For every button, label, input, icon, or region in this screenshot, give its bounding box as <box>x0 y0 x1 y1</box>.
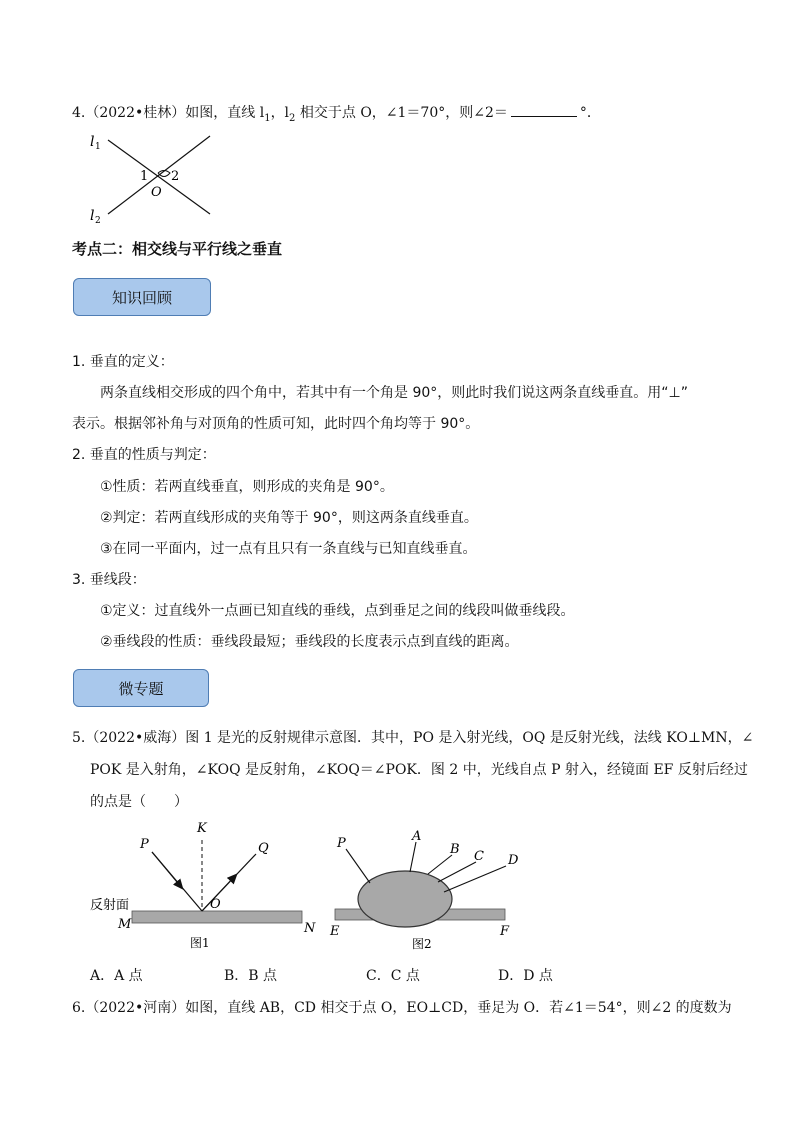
question-number: 6. <box>72 1000 86 1016</box>
subscript: 1 <box>264 112 271 124</box>
question-5-line1 <box>72 728 753 748</box>
label-a: A <box>412 829 422 844</box>
question-6 <box>72 998 732 1018</box>
item-2-title: 2. 垂直的性质与判定： <box>72 447 216 463</box>
option-b[interactable]: B．B 点 <box>224 968 278 984</box>
question-5-line3: 的点是（ ） <box>90 794 188 810</box>
label-c: C <box>474 849 484 864</box>
item-3-property: ②垂线段的性质：垂线段最短；垂线段的长度表示点到直线的距离。 <box>100 634 519 650</box>
question-4 <box>72 102 601 129</box>
question-number: 4. <box>72 105 86 121</box>
item-2-uniqueness: ③在同一平面内，过一点有且只有一条直线与已知直线垂直。 <box>100 541 477 557</box>
question-number: 5. <box>72 730 86 746</box>
label-f: F <box>500 924 510 939</box>
option-c[interactable]: C．C 点 <box>366 968 420 984</box>
item-3-definition: ①定义：过直线外一点画已知直线的垂线，点到垂足之间的线段叫做垂线段。 <box>100 603 575 619</box>
section-heading: 考点二：相交线与平行线之垂直 <box>72 240 283 258</box>
label-k: K <box>197 821 207 836</box>
question-text: 图 1 是光的反射规律示意图．其中，PO 是入射光线，OQ 是反射光线，法线 KO⊥MN，∠ <box>185 730 754 746</box>
question-text-a: 如图，直线 l <box>185 105 265 121</box>
question-text-c: 相交于点 O，∠1＝70°，则∠2＝ <box>295 105 508 121</box>
question-source: （2022•桂林） <box>85 105 186 121</box>
question-5-line2: POK 是入射角，∠KOQ 是反射角，∠KOQ＝∠POK．图 2 中，光线自点 P 射入，经镜面 EF 反射后经过 <box>90 762 748 778</box>
reflection-figure-1 <box>86 812 326 960</box>
question-text: 如图，直线 AB，CD 相交于点 O，EO⊥CD，垂足为 O．若∠1＝54°，则∠2 的度数为 <box>185 1000 732 1016</box>
answer-blank[interactable] <box>511 102 577 117</box>
item-3-title: 3. 垂线段： <box>72 572 146 588</box>
item-1-line2: 表示。根据邻补角与对顶角的性质可知，此时四个角均等于 90°。 <box>72 416 480 432</box>
question-source: （2022•威海） <box>85 730 186 746</box>
label-l1: l <box>90 134 95 150</box>
subscript: 2 <box>289 112 296 124</box>
figure-2-caption: 图2 <box>412 937 432 951</box>
label-mirror: 反射面 <box>90 898 130 913</box>
item-2-property: ①性质：若两直线垂直，则形成的夹角是 90°。 <box>100 479 394 495</box>
ray-p <box>346 849 370 883</box>
ray-c <box>438 862 476 882</box>
mirror-mn <box>132 911 302 923</box>
label-angle-2: 2 <box>171 169 180 184</box>
label-p: P <box>140 837 149 852</box>
label-l2-sub: 2 <box>95 216 101 226</box>
label-angle-1: 1 <box>140 169 149 184</box>
reflection-figure-2 <box>326 822 526 960</box>
label-l1-sub: 1 <box>95 142 101 152</box>
option-a[interactable]: A．A 点 <box>90 968 143 984</box>
label-m: M <box>118 917 132 932</box>
label-l2: l <box>90 208 95 224</box>
label-d: D <box>508 853 519 868</box>
question-text-b: ，l <box>270 105 290 121</box>
item-1-title: 1. 垂直的定义： <box>72 354 174 370</box>
item-1-line1: 两条直线相交形成的四个角中，若其中有一个角是 90°，则此时我们说这两条直线垂直。用“⊥” <box>100 385 688 401</box>
label-o: O <box>210 897 221 912</box>
ray-a <box>410 842 416 872</box>
label-b: B <box>450 842 460 857</box>
label-point-o: O <box>151 185 162 200</box>
option-d[interactable]: D．D 点 <box>498 968 553 984</box>
label-e: E <box>330 924 340 939</box>
glass-block <box>358 871 452 927</box>
question-source: （2022•河南） <box>85 1000 186 1016</box>
label-q: Q <box>258 841 269 856</box>
micro-topic-button[interactable]: 微专题 <box>73 669 209 707</box>
ray-d <box>444 866 506 892</box>
intersecting-lines-figure <box>80 128 230 228</box>
figure-1-caption: 图1 <box>190 936 210 950</box>
knowledge-review-button[interactable]: 知识回顾 <box>73 278 211 316</box>
item-2-criterion: ②判定：若两直线形成的夹角等于 90°，则这两条直线垂直。 <box>100 510 478 526</box>
question-text-d: °． <box>579 105 601 121</box>
label-n: N <box>304 921 316 936</box>
incident-arrow <box>152 852 182 888</box>
ray-b <box>428 855 452 874</box>
label-p: P <box>337 836 346 851</box>
